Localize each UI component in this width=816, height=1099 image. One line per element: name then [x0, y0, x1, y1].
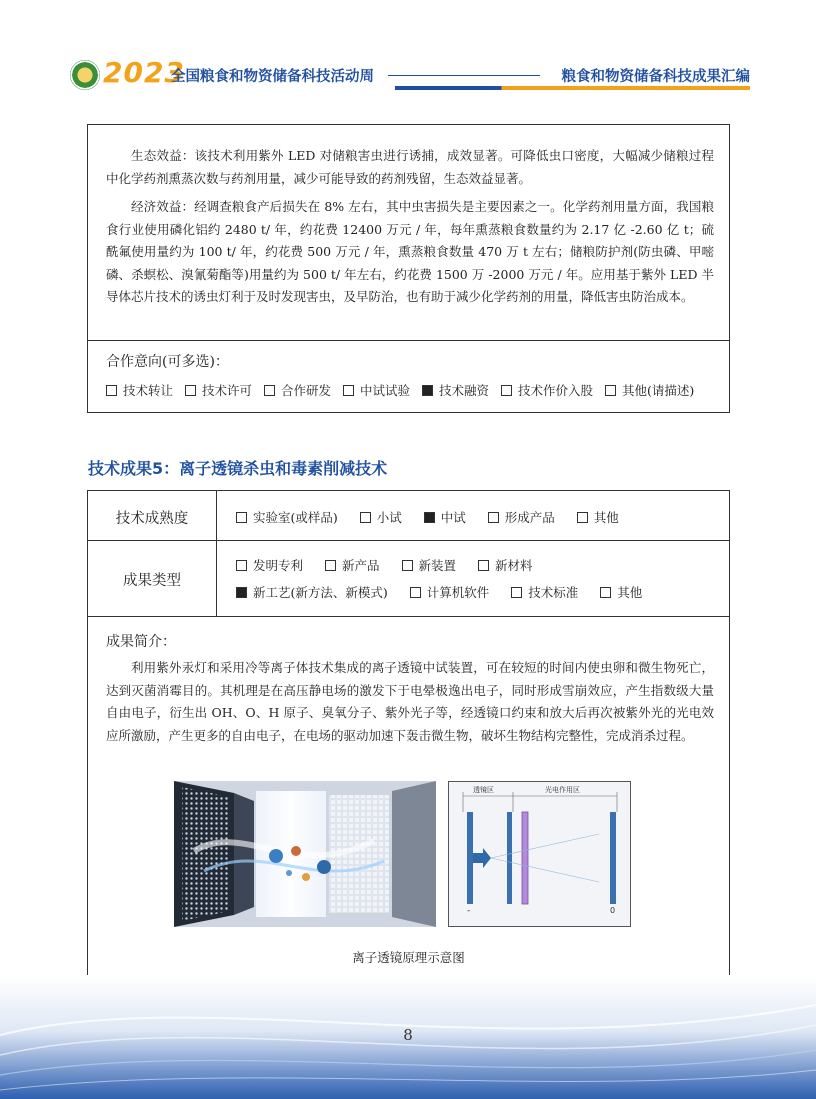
coop-option[interactable]: 技术许可	[185, 381, 252, 399]
benefits-box	[87, 124, 730, 413]
checkbox-icon[interactable]	[106, 385, 117, 396]
checkbox-icon[interactable]	[577, 512, 588, 523]
checkbox-icon[interactable]	[264, 385, 275, 396]
checkbox-checked-icon[interactable]	[422, 385, 433, 396]
type-option[interactable]: 计算机软件	[410, 583, 490, 601]
checkbox-icon[interactable]	[511, 587, 522, 598]
type-option[interactable]: 新产品	[325, 556, 380, 574]
section-title: 技术成果5：离子透镜杀虫和毒素削减技术	[88, 459, 388, 478]
maturity-option[interactable]: 小试	[360, 508, 402, 526]
maturity-label: 技术成熟度	[115, 511, 189, 527]
ecological-benefit-paragraph: 生态效益：该技术利用紫外 LED 对储粮害虫进行诱捕，成效显著。可降低虫口密度，大幅减少储粮过程中化学药剂熏蒸次数与药剂用量，减少可能导致的药剂残留，生态效益显著。	[106, 148, 714, 186]
type-label: 成果类型	[123, 573, 181, 589]
summary-label: 成果简介：	[106, 634, 176, 650]
checkbox-icon[interactable]	[185, 385, 196, 396]
header-event-title: 全国粮食和物资储备科技活动周	[171, 69, 374, 85]
maturity-option[interactable]: 形成产品	[488, 508, 555, 526]
zero-label: 0	[610, 906, 616, 915]
device-illustration-graphic	[174, 781, 436, 927]
maturity-option[interactable]: 实验室(或样品)	[236, 508, 338, 526]
maturity-options	[236, 508, 637, 526]
checkbox-icon[interactable]	[360, 512, 371, 523]
coop-option[interactable]: 合作研发	[264, 381, 331, 399]
maturity-row	[88, 491, 729, 541]
header-collection-title: 粮食和物资储备科技成果汇编	[561, 69, 750, 85]
checkbox-icon[interactable]	[488, 512, 499, 523]
figure-caption: 离子透镜原理示意图	[352, 950, 465, 965]
summary-paragraph: 利用紫外汞灯和采用冷等离子体技术集成的离子透镜中试装置，可在较短的时间内使虫卵和微生物死亡，达到灭菌消霉目的。其机理是在高压静电场的激发下于电晕极逸出电子，同时形成雪崩效应，产生指数级大量自由电子，衍生出 OH、O、H 原子、臭氧分子、紫外光子等，经透镜口约束和放大后再次被紫外光的光电效应所激励，产生更多的自由电子，在电场的驱动加速下轰击微生物，破坏生物结构完整性，完成消杀过程。	[106, 660, 714, 743]
checkbox-icon[interactable]	[478, 560, 489, 571]
checkbox-icon[interactable]	[325, 560, 336, 571]
type-options-row2	[236, 583, 660, 601]
principle-diagram-graphic	[449, 782, 631, 927]
economic-benefit-paragraph: 经济效益：经调查粮食产后损失在 8% 左右，其中虫害损失是主要因素之一。化学药剂用量方面，我国粮食行业使用磷化铝约 2480 t/ 年，约花费 12400 万元 / 年，每年熏蒸粮食数量约为 2.17 亿 -2.60 亿 t；硫酰氟使用量约为 100 t/ 年，约花费 500 万元 / 年，熏蒸粮食数量 470 万 t 左右；储粮防护剂(防虫磷、甲嘧磷、杀螟松、溴氰菊酯等)用量约为 500 t/ 年左右，约花费 1500 万 -2000 万元 / 年。应用基于紫外 LED 半导体芯片技术的诱虫灯利于及时发现害虫，及早防治，也有助于减少化学药剂的用量，降低害虫防治成本。	[106, 199, 714, 304]
checkbox-icon[interactable]	[600, 587, 611, 598]
checkbox-icon[interactable]	[236, 512, 247, 523]
checkbox-icon[interactable]	[410, 587, 421, 598]
checkbox-checked-icon[interactable]	[424, 512, 435, 523]
type-option[interactable]: 其他	[600, 583, 642, 601]
maturity-option[interactable]: 中试	[424, 508, 466, 526]
minus-label: -	[467, 906, 471, 916]
cooperation-label: 合作意向(可多选)：	[106, 354, 229, 370]
coop-option[interactable]: 中试试验	[343, 381, 410, 399]
checkbox-icon[interactable]	[343, 385, 354, 396]
checkbox-checked-icon[interactable]	[236, 587, 247, 598]
lens-zone-label: 透镜区	[473, 786, 494, 794]
maturity-option[interactable]: 其他	[577, 508, 619, 526]
page-header	[0, 56, 816, 96]
checkbox-icon[interactable]	[402, 560, 413, 571]
header-year: 2023	[103, 56, 185, 89]
type-options-row1	[236, 556, 551, 574]
photoelectric-zone-label: 光电作用区	[545, 786, 580, 794]
type-option[interactable]: 新材料	[478, 556, 533, 574]
header-accent-bar	[395, 86, 750, 90]
coop-option[interactable]: 技术融资	[422, 381, 489, 399]
header-divider	[388, 75, 540, 76]
box-divider	[88, 340, 729, 341]
page-number: 8	[403, 1026, 413, 1044]
checkbox-icon[interactable]	[236, 560, 247, 571]
principle-diagram	[448, 781, 631, 927]
coop-option[interactable]: 技术转让	[106, 381, 173, 399]
coop-option[interactable]: 其他(请描述)	[605, 381, 694, 399]
type-option[interactable]: 发明专利	[236, 556, 303, 574]
checkbox-icon[interactable]	[605, 385, 616, 396]
type-option[interactable]: 技术标准	[511, 583, 578, 601]
type-option[interactable]: 新工艺(新方法、新模式)	[236, 583, 388, 601]
logo-icon	[70, 60, 100, 90]
checkbox-icon[interactable]	[501, 385, 512, 396]
type-option[interactable]: 新装置	[402, 556, 457, 574]
achievement-box	[87, 490, 730, 980]
type-row	[88, 541, 729, 617]
coop-option[interactable]: 技术作价入股	[501, 381, 593, 399]
cooperation-options	[106, 381, 702, 399]
device-illustration	[174, 781, 436, 927]
